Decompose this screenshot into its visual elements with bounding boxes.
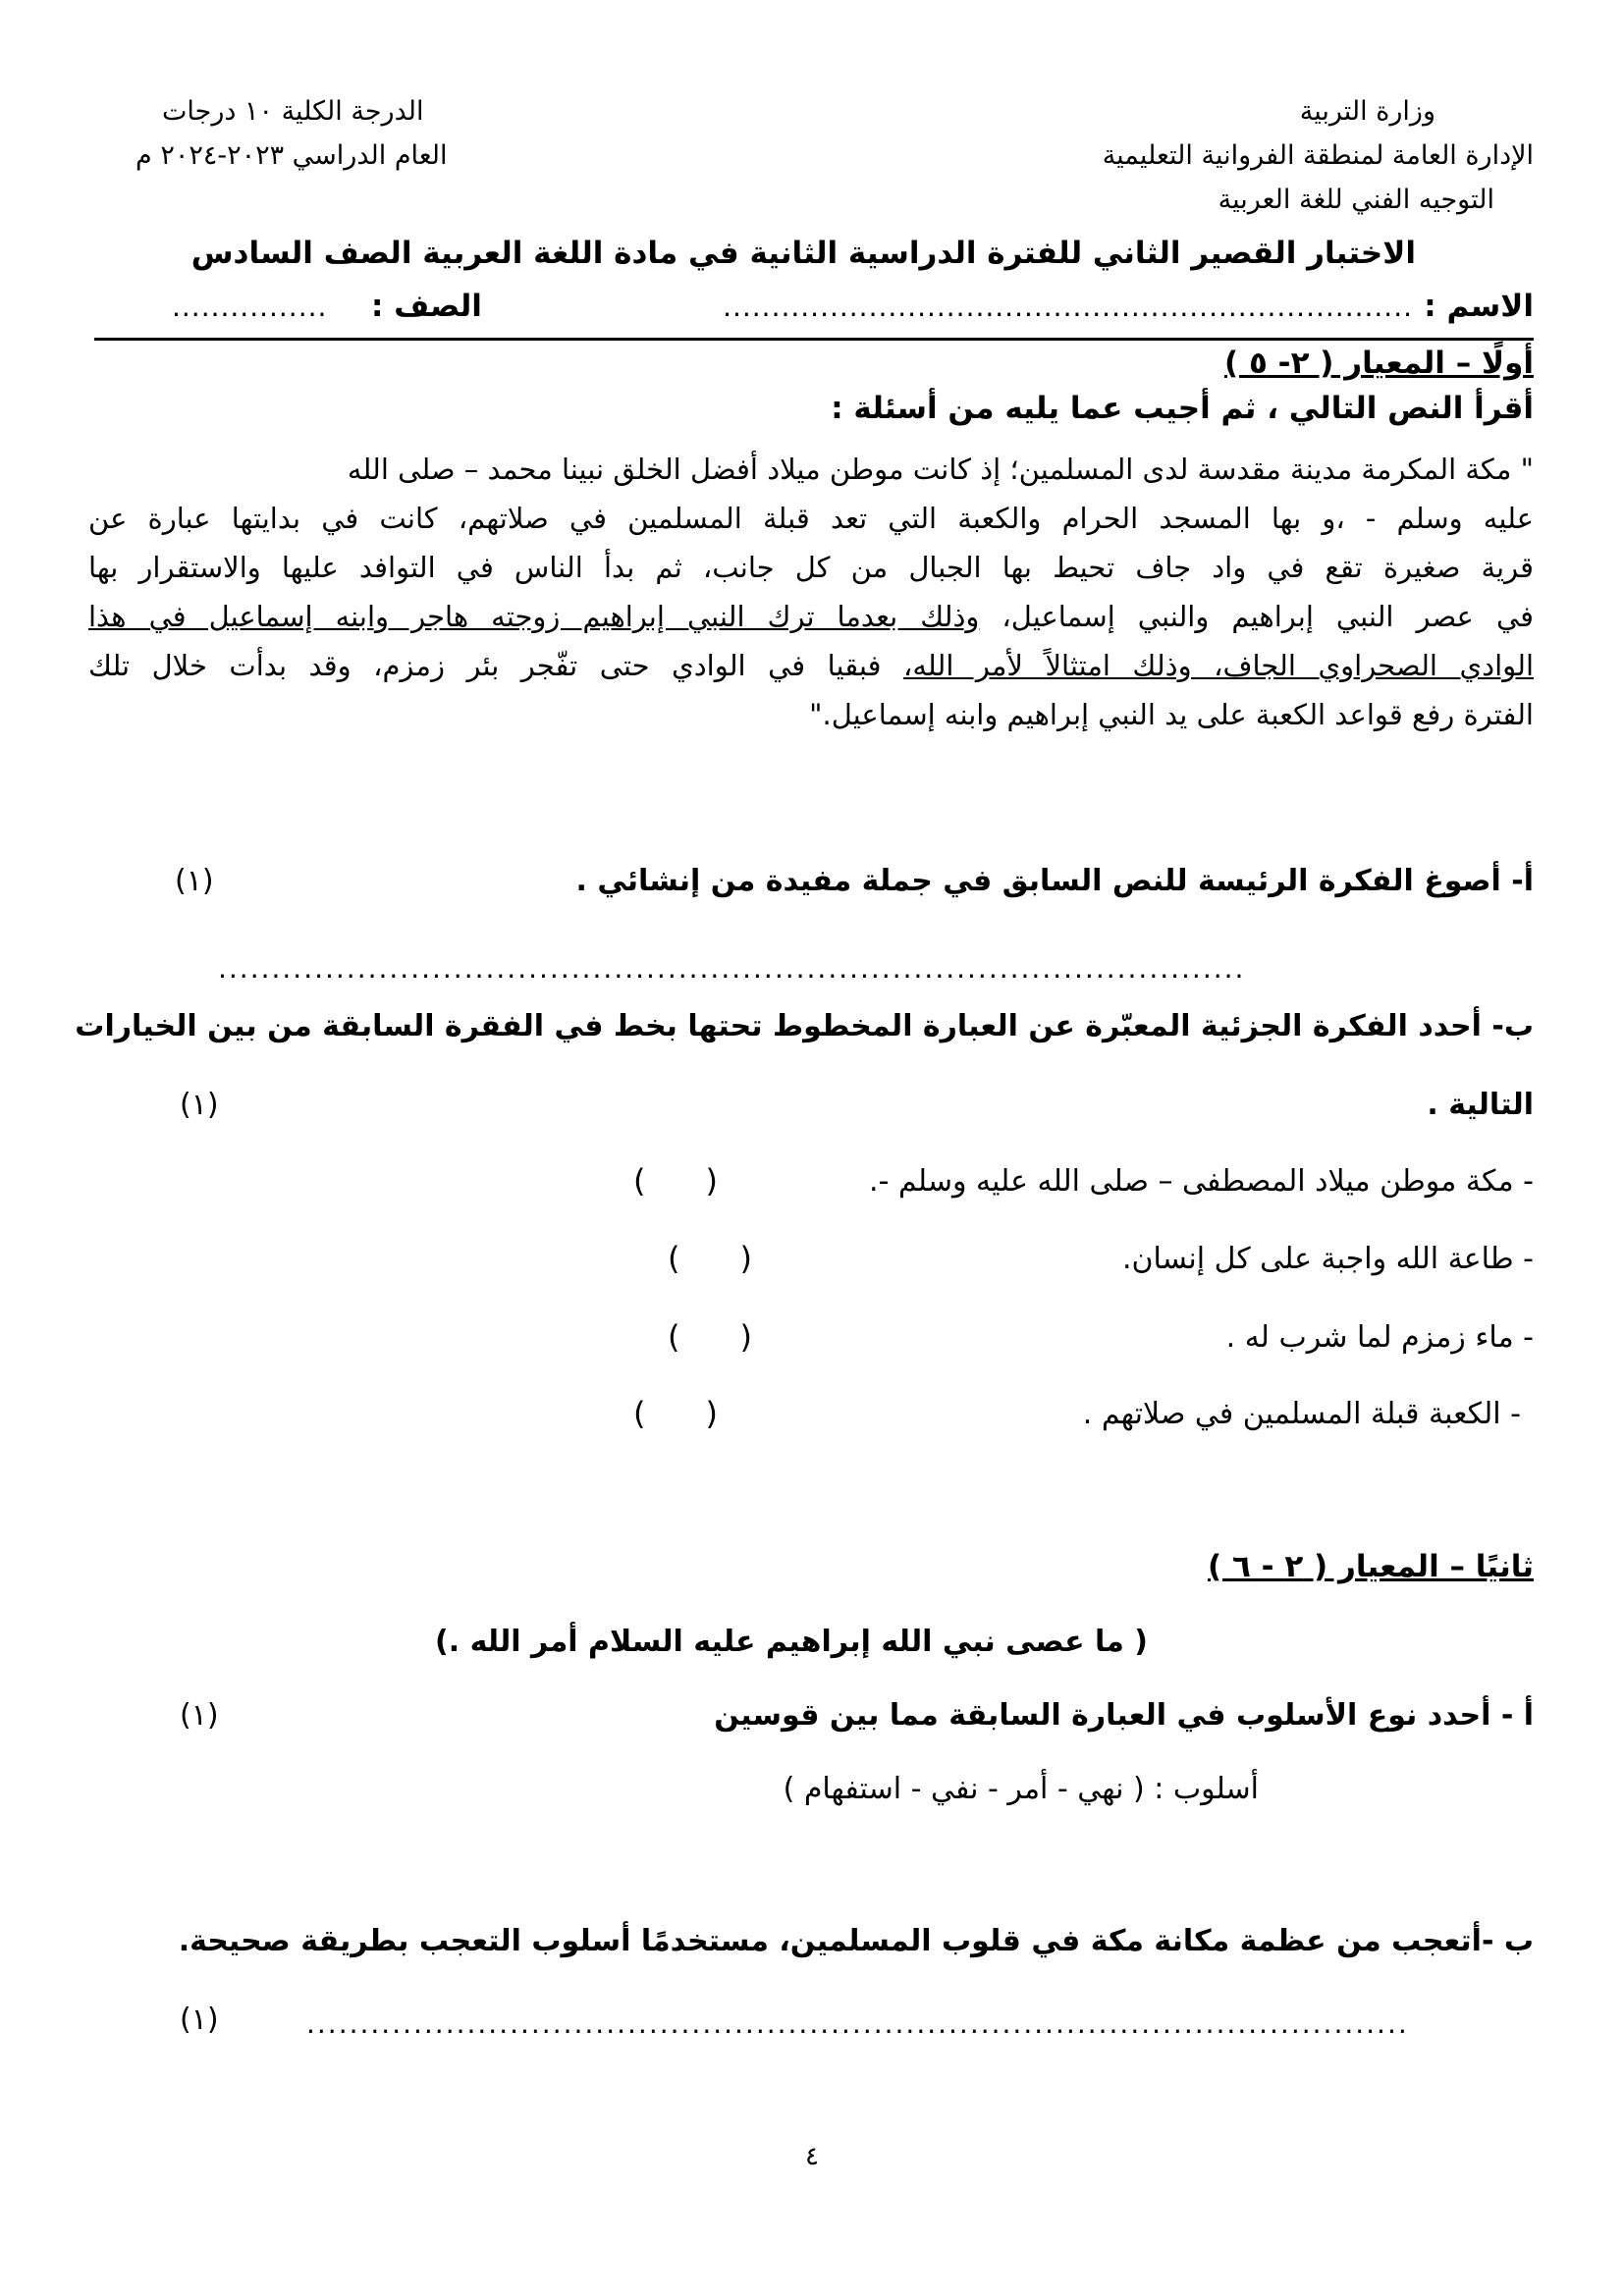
- question-2a: أ - أحدد نوع الأسلوب في العبارة السابقة مما بين قوسين: [714, 1698, 1534, 1733]
- question-1a: أ- أصوغ الفكرة الرئيسة للنص السابق في جملة مفيدة من إنشائي .: [575, 864, 1534, 898]
- option-checkbox[interactable]: ( ): [633, 1395, 718, 1432]
- question-1b-continued: التالية .: [1427, 1088, 1534, 1122]
- option-checkbox[interactable]: ( ): [668, 1240, 752, 1277]
- section1-heading: أولًا – المعيار ( ٢- ٥ ): [1224, 346, 1534, 381]
- option-checkbox[interactable]: ( ): [633, 1162, 718, 1200]
- question-2b-answer[interactable]: .......................................................................................................: [306, 2007, 1409, 2040]
- question-1a-answer[interactable]: ................................................................................................: [218, 952, 1246, 985]
- question-1a-mark: (١): [175, 864, 214, 898]
- option-text: - طاعة الله واجبة على كل إنسان.: [1121, 1242, 1534, 1276]
- question-2a-mark: (١): [180, 1698, 219, 1733]
- option-text: - الكعبة قبلة المسلمين في صلاتهم .: [1082, 1397, 1521, 1431]
- total-grade: الدرجة الكلية ١٠ درجات: [162, 96, 424, 127]
- question-2b-mark: (١): [180, 2002, 219, 2037]
- name-label: الاسم :: [1424, 289, 1534, 324]
- passage-text: في عصر النبي إبراهيم والنبي إسماعيل،: [979, 600, 1534, 633]
- underlined-phrase: وذلك بعدما ترك النبي إبراهيم زوجته هاجر وابنه إسماعيل في هذا: [88, 600, 980, 633]
- option-text: - ماء زمزم لما شرب له .: [1225, 1320, 1534, 1355]
- ministry-name: وزارة التربية: [1299, 96, 1435, 127]
- passage-line: " مكة المكرمة مدينة مقدسة لدى المسلمين؛ إذ كانت موطن ميلاد أفضل الخلق نبينا محمد – صلى الله: [347, 453, 1534, 486]
- page-number: ٤: [805, 2142, 819, 2171]
- passage-line: الفترة رفع قواعد الكعبة على يد النبي إبراهيم وابنه إسماعيل.": [809, 698, 1534, 731]
- section2-heading: ثانيًا – المعيار ( ٢ - ٦ ): [1207, 1549, 1534, 1584]
- question-2b: ب -أتعجب من عظمة مكانة مكة في قلوب المسلمين، مستخدمًا أسلوب التعجب بطريقة صحيحة.: [178, 1924, 1534, 1958]
- class-field[interactable]: ................: [172, 291, 328, 323]
- academic-year: العام الدراسي ٢٠٢٣-٢٠٢٤ م: [135, 140, 448, 171]
- name-field[interactable]: .......................................................................: [723, 291, 1413, 323]
- directorate-name: الإدارة العامة لمنطقة الفروانية التعليمية: [1102, 140, 1534, 171]
- supervision-name: التوجيه الفني للغة العربية: [1218, 185, 1494, 215]
- section2-quote: ( ما عصى نبي الله إبراهيم عليه السلام أمر الله .): [435, 1625, 1148, 1659]
- passage-line: [88, 646, 1534, 685]
- header-divider: [94, 338, 1534, 341]
- style-choices[interactable]: أسلوب : ( نهي - أمر - نفي - استفهام ): [783, 1772, 1259, 1806]
- class-label: الصف :: [371, 289, 482, 324]
- passage-line: قرية صغيرة تقع في واد جاف تحيط بها الجبال من كل جانب، ثم بدأ الناس في التوافد عليها والاستقرار بها: [88, 551, 1534, 584]
- section1-instruction: أقرأ النص التالي ، ثم أجيب عما يليه من أسئلة :: [831, 391, 1534, 426]
- passage-text: فبقيا في الوادي حتى تفّجر بئر زمزم، وقد بدأت خلال تلك: [88, 649, 903, 682]
- passage-line: عليه وسلم - ،و بها المسجد الحرام والكعبة التي تعد قبلة المسلمين في صلاتهم، كانت في بدايتها عبارة عن: [88, 502, 1534, 535]
- question-1b-mark: (١): [180, 1088, 219, 1122]
- underlined-phrase: الوادي الصحراوي الجاف، وذلك امتثالاً لأمر الله،: [902, 649, 1534, 682]
- option-checkbox[interactable]: ( ): [668, 1318, 752, 1356]
- option-text: - مكة موطن ميلاد المصطفى – صلى الله عليه وسلم -.: [869, 1164, 1534, 1199]
- passage-line: [88, 597, 1534, 636]
- question-1b: ب- أحدد الفكرة الجزئية المعبّرة عن العبارة المخطوط تحتها بخط في الفقرة السابقة من بين الخيارات: [75, 1009, 1534, 1043]
- exam-title: الاختبار القصير الثاني للفترة الدراسية الثانية في مادة اللغة العربية الصف السادس: [190, 236, 1416, 271]
